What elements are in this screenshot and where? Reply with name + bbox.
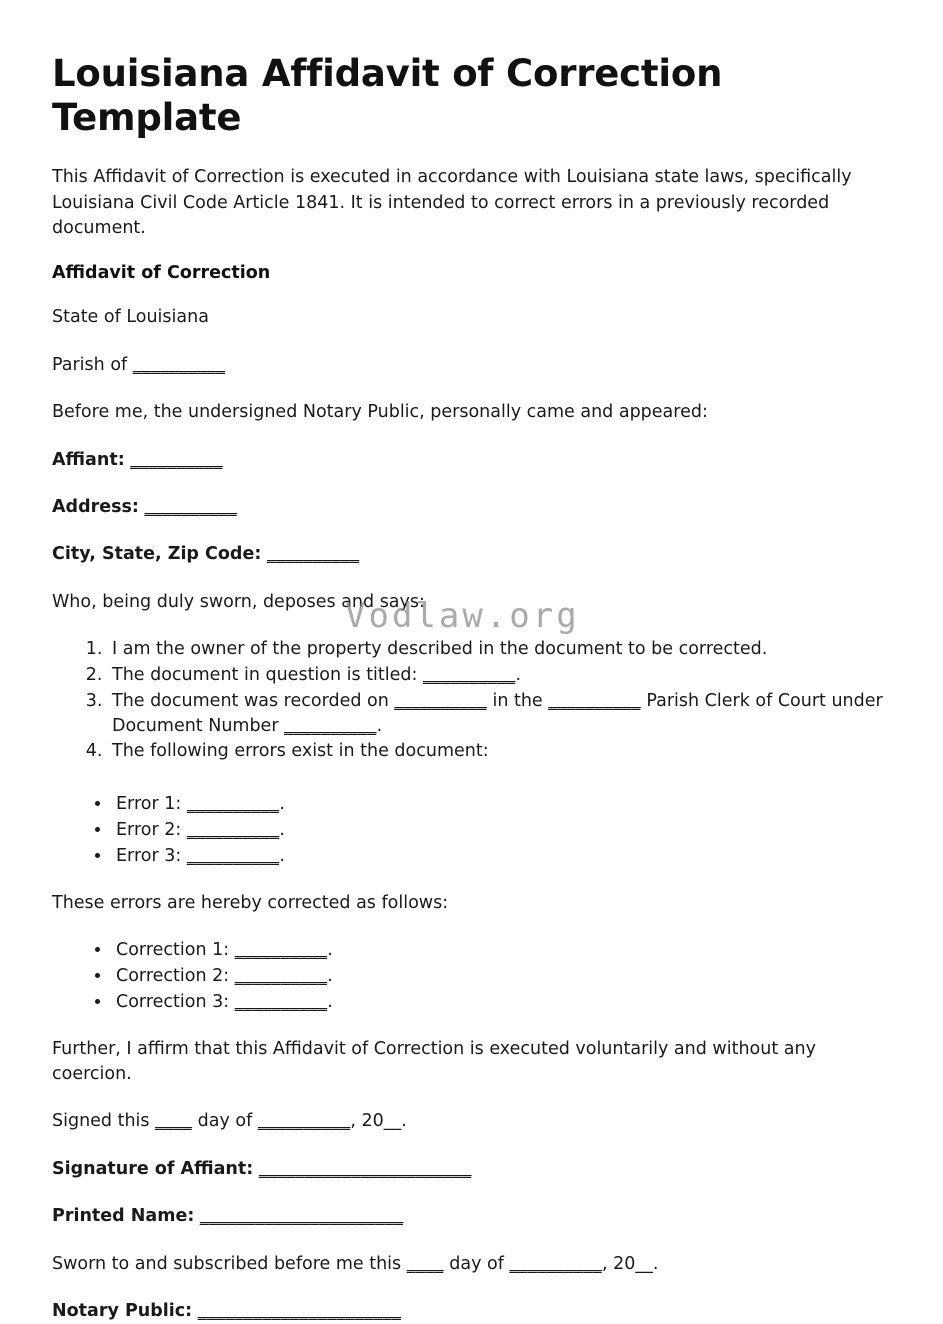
statement-text: The following errors exist in the document:: [112, 741, 489, 762]
statement-mid: in the: [486, 690, 549, 711]
sworn-mid: day of: [443, 1253, 510, 1274]
error-suffix: .: [279, 845, 285, 866]
parish-clerk-blank[interactable]: __________: [548, 690, 641, 711]
printed-name-field: [52, 1204, 891, 1229]
deposes-intro: Who, being duly sworn, deposes and says:: [52, 591, 425, 612]
error-label: Error 1:: [116, 794, 187, 815]
error-blank[interactable]: __________: [186, 794, 280, 815]
signed-suffix: , 20__.: [350, 1111, 407, 1132]
correction-blank[interactable]: __________: [234, 940, 328, 961]
city-state-zip-label: City, State, Zip Code:: [52, 544, 262, 565]
signed-day-blank[interactable]: ____: [155, 1111, 193, 1132]
affiant-label: Affiant:: [52, 449, 125, 470]
before-me-line: Before me, the undersigned Notary Public, personally came and appeared:: [52, 402, 708, 423]
signature-of-affiant-field: [52, 1157, 891, 1182]
signed-this-line: [52, 1109, 891, 1134]
signed-month-blank[interactable]: __________: [257, 1111, 351, 1132]
city-state-zip-blank[interactable]: __________: [266, 544, 360, 565]
affirmation-paragraph: Further, I affirm that this Affidavit of Correction is executed voluntarily and without any coercion.: [52, 1038, 816, 1085]
printed-name-blank[interactable]: ______________________: [199, 1206, 404, 1227]
correction-label: Correction 2:: [116, 966, 235, 987]
affiant-blank[interactable]: __________: [130, 449, 223, 470]
sworn-suffix: , 20__.: [601, 1253, 659, 1274]
section-heading: Affidavit of Correction: [52, 263, 271, 284]
statement-end: .: [376, 715, 383, 736]
statement-text: I am the owner of the property described in the document to be corrected.: [112, 639, 768, 660]
signed-prefix: Signed this: [52, 1111, 156, 1132]
error-blank[interactable]: __________: [186, 845, 280, 866]
printed-name-label: Printed Name:: [52, 1206, 195, 1227]
state-line: State of Louisiana: [52, 307, 209, 328]
recorded-date-blank[interactable]: __________: [394, 690, 487, 711]
list-item: [112, 990, 891, 1015]
list-item: [108, 663, 891, 688]
error-label: Error 2:: [116, 820, 187, 841]
list-item: [108, 739, 891, 764]
signature-of-affiant-blank[interactable]: _______________________: [258, 1158, 472, 1179]
spacer: [52, 782, 891, 792]
document-title-blank[interactable]: __________: [422, 664, 516, 685]
sworn-subscribed-line: [52, 1252, 891, 1277]
sworn-statements-list: [52, 637, 891, 764]
sworn-day-blank[interactable]: ____: [406, 1253, 444, 1274]
corrections-list: [52, 938, 891, 1015]
statement-text: The document in question is titled:: [112, 664, 423, 685]
address-label: Address:: [52, 496, 139, 517]
parish-label: Parish of: [52, 354, 133, 375]
parish-field: [52, 353, 891, 378]
intro-paragraph: This Affidavit of Correction is executed in accordance with Louisiana state laws, specifically Louisiana Civil Code Article 1841. It is intended to correct errors in a previously recorded document.: [52, 167, 852, 239]
city-state-zip-field: [52, 542, 891, 567]
correction-suffix: .: [327, 991, 333, 1012]
page-title: Louisiana Affidavit of Correction Template: [52, 52, 723, 139]
document-number-blank[interactable]: __________: [284, 715, 377, 736]
list-item: [112, 964, 891, 989]
list-item: [108, 637, 891, 662]
notary-public-field: [52, 1299, 891, 1324]
correction-suffix: .: [327, 940, 333, 961]
correction-suffix: .: [327, 966, 333, 987]
signature-of-affiant-label: Signature of Affiant:: [52, 1158, 254, 1179]
parish-blank[interactable]: __________: [132, 354, 226, 375]
sworn-month-blank[interactable]: __________: [509, 1253, 602, 1274]
sworn-prefix: Sworn to and subscribed before me this: [52, 1253, 407, 1274]
affiant-field: [52, 448, 891, 473]
signed-mid: day of: [192, 1111, 258, 1132]
errors-list: [52, 792, 891, 869]
error-label: Error 3:: [116, 845, 187, 866]
list-item: [112, 938, 891, 963]
correction-label: Correction 3:: [116, 991, 235, 1012]
statement-suffix: .: [515, 664, 522, 685]
correction-blank[interactable]: __________: [234, 966, 328, 987]
error-suffix: .: [279, 820, 285, 841]
list-item: [112, 818, 891, 843]
error-suffix: .: [279, 794, 285, 815]
statement-after: Parish Clerk of Court under Document Number: [112, 690, 883, 736]
list-item: [112, 792, 891, 817]
statement-text: The document was recorded on: [112, 690, 395, 711]
address-field: [52, 495, 891, 520]
list-item: [112, 844, 891, 869]
error-blank[interactable]: __________: [186, 820, 280, 841]
correction-label: Correction 1:: [116, 940, 235, 961]
notary-public-blank[interactable]: ______________________: [197, 1300, 402, 1321]
notary-public-label: Notary Public:: [52, 1300, 193, 1321]
watermark-text: Vodlaw.org: [345, 596, 580, 636]
correction-blank[interactable]: __________: [234, 991, 328, 1012]
corrections-intro: These errors are hereby corrected as follows:: [52, 892, 449, 913]
list-item: [108, 689, 891, 739]
address-blank[interactable]: __________: [144, 496, 238, 517]
